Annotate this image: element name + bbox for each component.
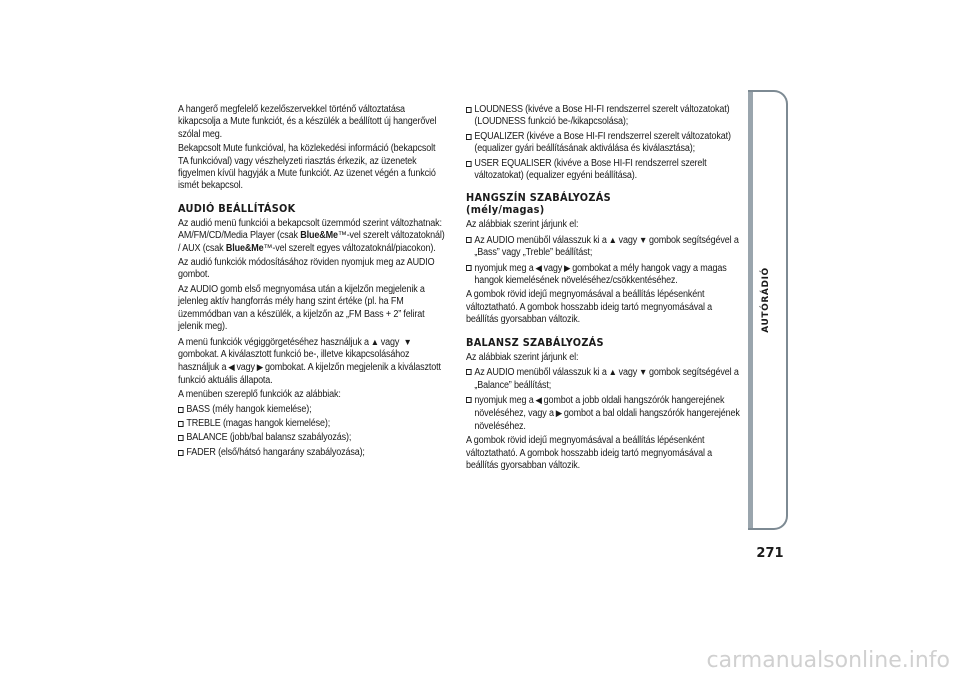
list-item: BASS (mély hangok kiemelése); <box>178 404 446 416</box>
right-arrow-icon: ▶ <box>564 262 571 273</box>
left-column <box>178 104 446 461</box>
paragraph-menu-functions: A menüben szereplő funkciók az alábbiak: <box>178 389 341 401</box>
down-arrow-icon: ▼ <box>638 234 648 245</box>
heading-audio-settings: AUDIÓ BEÁLLÍTÁSOK <box>178 202 296 215</box>
checkbox-bullet-icon <box>466 265 472 271</box>
right-arrow-icon: ▶ <box>555 408 563 419</box>
list-item: nyomjuk meg a ◀ vagy ▶ gombokat a mély hangok vagy a magas hangok kiemelésének növeléséhez/csökkentéséhez. <box>466 262 741 288</box>
list-item: Az AUDIO menüből válasszuk ki a ▲ vagy ▼ gombok segítségével a „Bass” vagy „Treble” beállítást; <box>466 234 741 260</box>
paragraph-step-info: A gombok rövid idejű megnyomásával a beállítás lépésenként változtatható. A gombok hosszabb ideig tartó megnyomásával a beállítás gyorsabban változik. <box>466 435 713 471</box>
watermark: carmanualsonline.info <box>706 648 950 673</box>
list-item: LOUDNESS (kivéve a Bose HI-FI rendszerrel szerelt változatokat) (LOUDNESS funkció be-/kikapcsolása); <box>466 104 741 129</box>
checkbox-bullet-icon <box>466 107 472 113</box>
paragraph-intro: Az alábbiak szerint járjunk el: <box>466 351 579 363</box>
paragraph-intro: Az alábbiak szerint járjunk el: <box>466 219 579 231</box>
list-item: BALANCE (jobb/bal balansz szabályozás); <box>178 432 446 444</box>
down-arrow-icon: ▼ <box>638 367 648 378</box>
list-item: USER EQUALISER (kivéve a Bose HI-FI rendszerrel szerelt változatokat) (equalizer egyéni beállítása). <box>466 158 741 183</box>
paragraph-audio-button: Az audió funkciók módosításához röviden nyomjuk meg az AUDIO gombot. <box>178 257 435 281</box>
brand-blueme: Blue&Me <box>225 242 264 254</box>
paragraph-step-info: A gombok rövid idejű megnyomásával a beállítás lépésenként változtatható. A gombok hosszabb ideig tartó megnyomásával a beállítás gyorsabban változik. <box>466 289 713 326</box>
heading-balance-control: BALANSZ SZABÁLYOZÁS <box>466 336 604 349</box>
paragraph-mute-info: Bekapcsolt Mute funkcióval, ha közlekedési információ (bekapcsolt TA funkcióval) vagy vészhelyzeti riasztás érkezik, az üzenetek figyelmen kívül hagyják a Mute funkciót. Az üzenet végén a funkció ismét bekapcsol. <box>178 143 436 192</box>
checkbox-bullet-icon <box>466 397 472 403</box>
paragraph-mute-change: A hangerő megfelelő kezelőszervekkel történő változtatása kikapcsolja a Mute funkciót, és a készülék a beállított új hangerővel szólal meg. <box>178 104 437 140</box>
list-item: nyomjuk meg a ◀ gombot a jobb oldali hangszórók hangerejének növeléséhez, vagy a ▶ gombot a bal oldali hangszórók hangerejének növeléséhez. <box>466 394 741 433</box>
right-column <box>466 104 741 474</box>
paragraph-menu-scroll: A menü funkciók végiggörgetéséhez használjuk a ▲ vagy ▼gombokat. A kiválasztott funkció be-, illetve kikapcsolásához használjuk a ◀ vagy ▶ gombokat. A kijelzőn megjelenik a kiválasztott funkció aktuális állapota. <box>178 336 441 386</box>
paragraph-first-press: Az AUDIO gomb első megnyomása után a kijelzőn megjelenik a jelenleg aktív hangforrás mély hang szint értéke (pl. ha FM üzemmódban van a készülék, a kijelzőn az „FM Bass + 2” felirat jelenik meg). <box>178 283 425 333</box>
heading-tone-control: HANGSZÍN SZABÁLYOZÁS (mély/magas) <box>466 192 611 217</box>
checkbox-bullet-icon <box>466 161 472 167</box>
checkbox-bullet-icon <box>178 450 184 456</box>
list-item: Az AUDIO menüből válasszuk ki a ▲ vagy ▼ gombok segítségével a „Balance” beállítást; <box>466 366 741 392</box>
section-label: AUTÓRÁDIÓ <box>761 267 771 333</box>
left-arrow-icon: ◀ <box>535 394 542 405</box>
checkbox-bullet-icon <box>466 237 472 243</box>
brand-blueme: Blue&Me <box>300 230 338 242</box>
right-arrow-icon: ▶ <box>256 362 264 373</box>
list-item: TREBLE (magas hangok kiemelése); <box>178 418 446 430</box>
left-arrow-icon: ◀ <box>535 262 542 273</box>
checkbox-bullet-icon <box>178 435 184 441</box>
up-arrow-icon: ▲ <box>608 234 617 245</box>
down-arrow-icon: ▼ <box>403 336 412 347</box>
paragraph-audio-menu: Az audió menü funkciói a bekapcsolt üzemmód szerint változhatnak: AM/FM/CD/Media Player (csak Blue&Me™-vel szerelt változatoknál) / AUX (csak Blue&Me™-vel szerelt egyes változatoknál/piacokon). <box>178 217 445 254</box>
checkbox-bullet-icon <box>466 369 472 375</box>
left-arrow-icon: ◀ <box>228 362 235 373</box>
list-item: EQUALIZER (kivéve a Bose HI-FI rendszerrel szerelt változatokat) (equalizer gyári beállításának aktiválása és kiválasztása); <box>466 131 741 156</box>
up-arrow-icon: ▲ <box>608 367 617 378</box>
checkbox-bullet-icon <box>178 407 184 413</box>
up-arrow-icon: ▲ <box>370 336 379 347</box>
list-item: FADER (első/hátsó hangarány szabályozása); <box>178 447 446 459</box>
checkbox-bullet-icon <box>466 134 472 140</box>
checkbox-bullet-icon <box>178 421 184 427</box>
page-number: 271 <box>756 546 784 561</box>
